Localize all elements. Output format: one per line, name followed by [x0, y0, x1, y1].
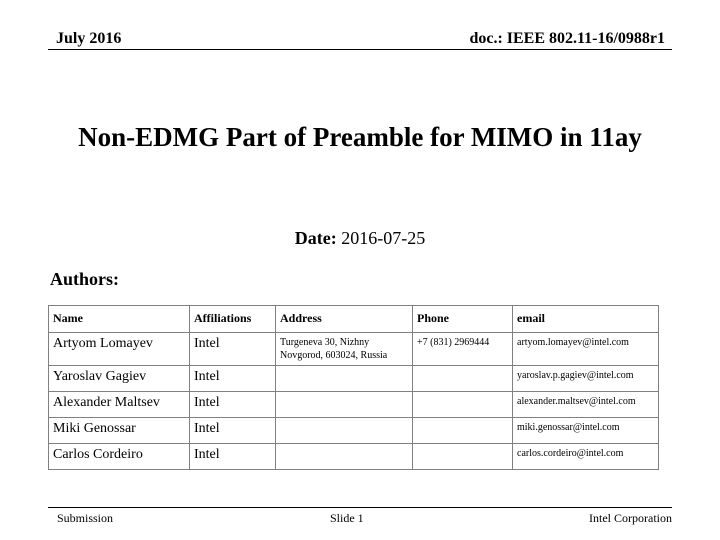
- header-date: July 2016: [56, 30, 122, 47]
- author-email: carlos.cordeiro@intel.com: [513, 444, 659, 470]
- footer-submission: Submission: [57, 511, 114, 525]
- table-row: [49, 392, 659, 418]
- author-affiliation: Intel: [190, 444, 276, 470]
- column-header-name: Name: [49, 306, 190, 333]
- author-email: miki.genossar@intel.com: [513, 418, 659, 444]
- table-row: [49, 418, 659, 444]
- author-address: [276, 392, 413, 418]
- author-affiliation: Intel: [190, 366, 276, 392]
- authors-heading: Authors:: [50, 269, 120, 289]
- column-header-email: email: [513, 306, 659, 333]
- author-email: alexander.maltsev@intel.com: [513, 392, 659, 418]
- author-name: Alexander Maltsev: [49, 392, 190, 418]
- author-email: yaroslav.p.gagiev@intel.com: [513, 366, 659, 392]
- table-row: [49, 333, 659, 366]
- table-row: [49, 366, 659, 392]
- column-header-address: Address: [276, 306, 413, 333]
- author-affiliation: Intel: [190, 392, 276, 418]
- author-name: Miki Genossar: [49, 418, 190, 444]
- author-affiliation: Intel: [190, 333, 276, 366]
- author-affiliation: Intel: [190, 418, 276, 444]
- date-line: [0, 228, 720, 249]
- slide-title: Non-EDMG Part of Preamble for MIMO in 11ay: [78, 122, 642, 152]
- footer-divider: [48, 507, 672, 508]
- author-name: Carlos Cordeiro: [49, 444, 190, 470]
- author-name: Yaroslav Gagiev: [49, 366, 190, 392]
- column-header-phone: Phone: [413, 306, 513, 333]
- author-phone: [413, 392, 513, 418]
- author-address: Turgeneva 30, Nizhny Novgorod, 603024, Russia: [276, 333, 413, 366]
- author-phone: [413, 366, 513, 392]
- author-phone: +7 (831) 2969444: [413, 333, 513, 366]
- author-name: Artyom Lomayev: [49, 333, 190, 366]
- author-phone: [413, 418, 513, 444]
- header-doc-id: doc.: IEEE 802.11-16/0988r1: [469, 30, 665, 47]
- date-label: Date:: [294, 228, 337, 248]
- author-email: artyom.lomayev@intel.com: [513, 333, 659, 366]
- author-address: [276, 418, 413, 444]
- header-divider: [48, 49, 672, 50]
- author-phone: [413, 444, 513, 470]
- table-row: [49, 444, 659, 470]
- author-address: [276, 366, 413, 392]
- table-header-row: [49, 306, 659, 333]
- author-address: [276, 444, 413, 470]
- date-value: 2016-07-25: [341, 228, 426, 248]
- footer-slide-number: Slide 1: [330, 511, 364, 525]
- column-header-affiliations: Affiliations: [190, 306, 276, 333]
- authors-table: [48, 305, 659, 470]
- footer-organization: Intel Corporation: [589, 511, 672, 525]
